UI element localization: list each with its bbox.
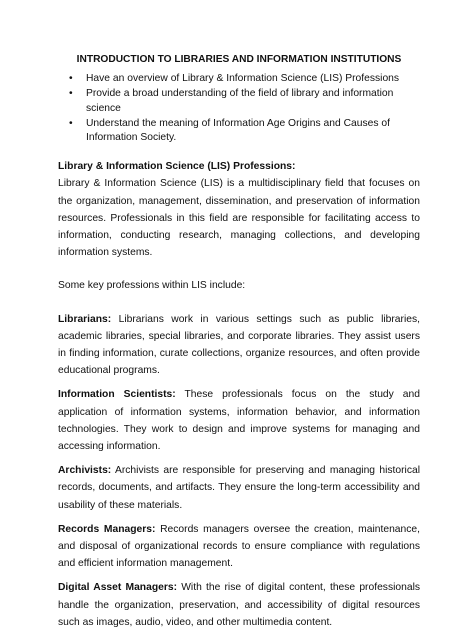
objectives-list [58, 72, 420, 146]
profession-term: Information Scientists: [58, 389, 176, 401]
objective-item [58, 117, 420, 147]
bullet-icon: • [69, 73, 73, 85]
profession-entry-digital-asset-managers [58, 579, 420, 631]
bullet-icon: • [69, 117, 73, 129]
profession-entry-librarians [58, 311, 420, 380]
objective-text: Have an overview of Library & Information Science (LIS) Professions [86, 73, 400, 85]
profession-entry-information-scientists [58, 386, 420, 455]
profession-description: Librarians work in various settings such as public libraries, academic libraries, special libraries, and corporate libraries. They assist users in finding information, curate collections, organize resources, and often provide educational programs. [58, 313, 420, 377]
objective-item [58, 72, 420, 87]
lead-in-text: Some key professions within LIS include: [58, 280, 246, 292]
objective-item [58, 87, 420, 117]
objective-text: Understand the meaning of Information Age Origins and Causes of Information Society. [86, 117, 390, 144]
profession-description: Records managers oversee the creation, maintenance, and disposal of organizational records to ensure compliance with regulations and efficient information management. [58, 523, 420, 570]
profession-term: Digital Asset Managers: [58, 582, 178, 594]
profession-description: Archivists are responsible for preserving and managing historical records, documents, and artifacts. They ensure the long-term accessibility and usability of these materials. [58, 465, 420, 511]
profession-description: With the rise of digital content, these professionals handle the organization, preservation, and accessibility of digital resources such as images, audio, video, and other multimedia content. [58, 582, 421, 628]
profession-term: Archivists: [58, 465, 112, 477]
profession-term: Records Managers: [58, 523, 156, 535]
profession-description: These professionals focus on the study and application of information systems, information behavior, and information technologies. They work to design and improve systems for managing and accessing information. [58, 389, 420, 453]
intro-paragraph: Library & Information Science (LIS) is a multidisciplinary field that focuses on the organization, management, dissemination, and preservation of information resources. Professionals in this field are responsible for facilitating access to information, conducting research, managing collections, and developing information systems. [58, 178, 420, 259]
document-title: INTRODUCTION TO LIBRARIES AND INFORMATION INSTITUTIONS [76, 54, 402, 65]
profession-entry-archivists [58, 462, 420, 514]
profession-term: Librarians: [58, 313, 112, 325]
profession-entry-records-managers [58, 521, 420, 573]
section-heading: Library & Information Science (LIS) Professions: [58, 161, 296, 173]
document-body [58, 51, 420, 638]
objective-text: Provide a broad understanding of the field of library and information science [86, 88, 394, 114]
bullet-icon: • [69, 88, 73, 99]
